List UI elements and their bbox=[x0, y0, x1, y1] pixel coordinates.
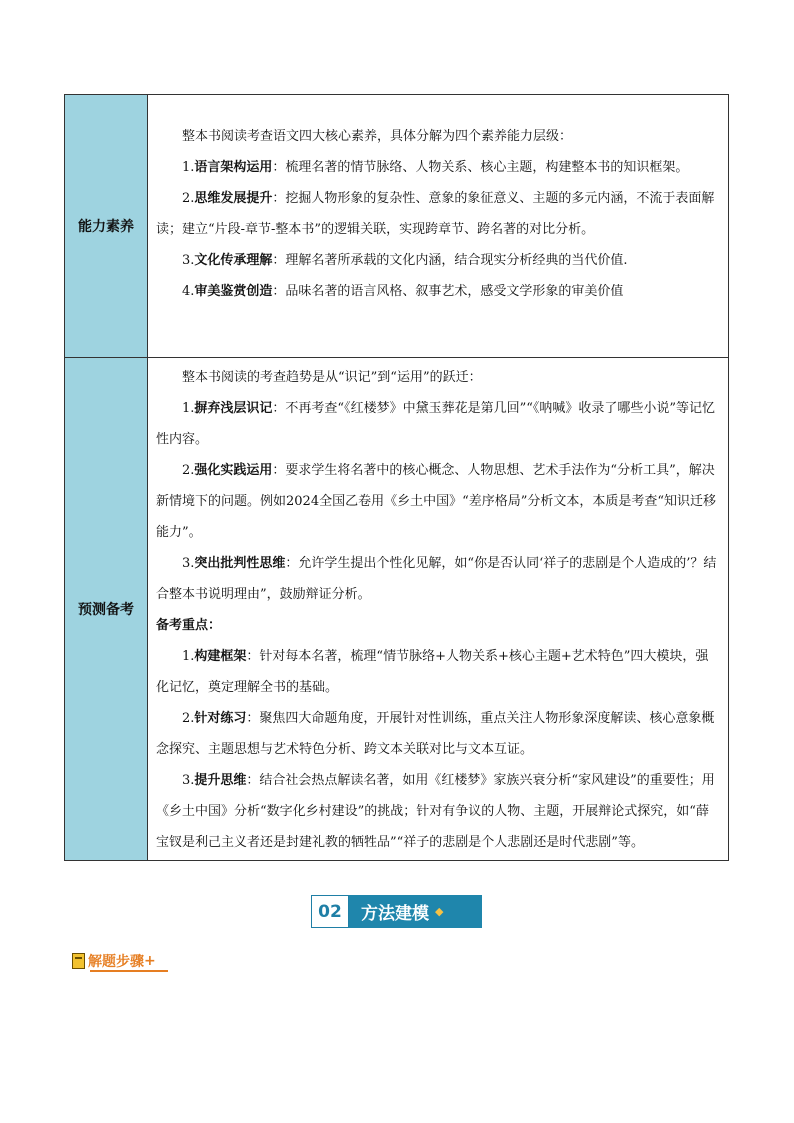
steps-underline bbox=[90, 970, 168, 972]
ability-content bbox=[148, 95, 729, 358]
ability-item: 3.文化传承理解：理解名著所承载的文化内涵，结合现实分析经典的当代价值. bbox=[182, 253, 628, 268]
forecast-row bbox=[65, 358, 729, 861]
prep-item: 1.构建框架：针对每本名著，梳理“情节脉络+人物关系+核心主题+艺术特色”四大模块，强化记忆，奠定理解全书的基础。 bbox=[156, 649, 709, 695]
ability-item: 4.审美鉴赏创造：品味名著的语言风格、叙事艺术，感受文学形象的审美价值 bbox=[182, 284, 624, 299]
pencil-icon bbox=[72, 953, 85, 969]
forecast-item: 2.强化实践运用：要求学生将名著中的核心概念、人物思想、艺术手法作为“分析工具”，解决新情境下的问题。例如2024全国乙卷用《乡土中国》“差序格局”分析文本，本质是考查“知识迁移能力”。 bbox=[156, 463, 717, 540]
steps-heading bbox=[72, 951, 156, 971]
ability-row bbox=[65, 95, 729, 358]
content-table bbox=[64, 94, 729, 861]
ability-intro: 整本书阅读考查语文四大核心素养，具体分解为四个素养能力层级： bbox=[182, 129, 573, 144]
steps-suffix: + bbox=[144, 953, 156, 969]
section-title: 方法建模 bbox=[361, 904, 429, 924]
forecast-content bbox=[148, 358, 729, 861]
forecast-item: 1.摒弃浅层识记：不再考查“《红楼梦》中黛玉葬花是第几回”“《呐喊》收录了哪些小说”等记忆性内容。 bbox=[156, 401, 716, 447]
steps-title: 解题步骤 bbox=[88, 954, 144, 970]
ability-item: 1.语言架构运用：梳理名著的情节脉络、人物关系、核心主题，构建整本书的知识框架。 bbox=[182, 160, 689, 175]
ability-label: 能力素养 bbox=[65, 95, 148, 358]
prep-heading: 备考重点： bbox=[156, 618, 222, 633]
section-banner bbox=[311, 895, 482, 928]
prep-item: 2.针对练习：聚焦四大命题角度，开展针对性训练，重点关注人物形象深度解读、核心意象概念探究、主题思想与艺术特色分析、跨文本关联对比与文本互证。 bbox=[156, 711, 715, 757]
forecast-item: 3.突出批判性思维：允许学生提出个性化见解，如“你是否认同‘祥子的悲剧是个人造成的’？结合整本书说明理由”，鼓励辩证分析。 bbox=[156, 556, 717, 602]
section-title-box bbox=[349, 895, 482, 928]
forecast-intro: 整本书阅读的考查趋势是从“识记”到“运用”的跃迁： bbox=[182, 370, 482, 385]
section-number: 02 bbox=[311, 895, 349, 928]
prep-item: 3.提升思维：结合社会热点解读名著，如用《红楼梦》家族兴衰分析“家风建设”的重要性；用《乡土中国》分析“数字化乡村建设”的挑战；针对有争议的人物、主题，开展辩论式探究，如“薛宝钗是利己主义者还是封建礼教的牺牲品”“祥子的悲剧是个人悲剧还是时代悲剧”等。 bbox=[156, 773, 715, 850]
ability-item: 2.思维发展提升：挖掘人物形象的复杂性、意象的象征意义、主题的多元内涵，不流于表面解读；建立“片段-章节-整本书”的逻辑关联，实现跨章节、跨名著的对比分析。 bbox=[156, 191, 715, 237]
forecast-label: 预测备考 bbox=[65, 358, 148, 861]
diamond-icon: ◆ bbox=[435, 905, 444, 918]
